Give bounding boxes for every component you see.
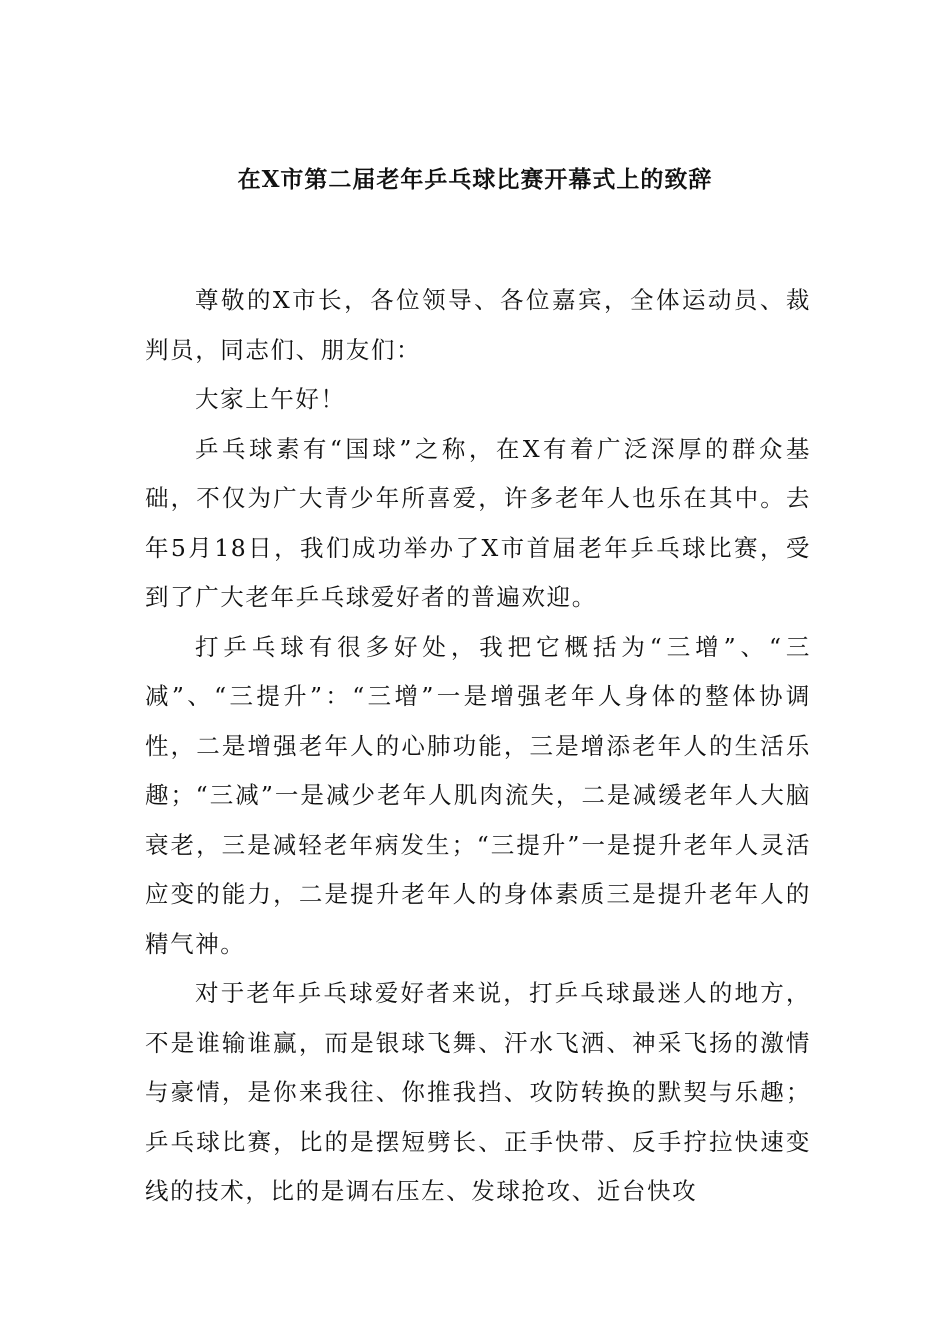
paragraph-salutation: 尊敬的X市长，各位领导、各位嘉宾，全体运动员、裁判员，同志们、朋友们： <box>145 286 811 364</box>
document-body <box>145 276 811 1217</box>
page-title: 在X市第二届老年乒乓球比赛开幕式上的致辞 <box>237 166 713 193</box>
paragraph-benefits: 打乒乓球有很多好处，我把它概括为“三增”、“三减”、“三提升”：“三增”一是增强老年人身体的整体协调性，二是增强老年人的心肺功能，三是增添老年人的生活乐趣；“三减”一是减少老年人肌肉流失，二是减缓老年人大脑衰老，三是减轻老年病发生；“三提升”一是提升老年人灵活应变的能力，二是提升老年人的身体素质三是提升老年人的精气神。 <box>145 632 811 958</box>
paragraph-charm: 对于老年乒乓球爱好者来说，打乒乓球最迷人的地方，不是谁输谁赢，而是银球飞舞、汗水飞洒、神采飞扬的激情与豪情，是你来我往、你推我挡、攻防转换的默契与乐趣；乒乓球比赛，比的是摆短劈长、正手快带、反手拧拉快速变线的技术，比的是调右压左、发球抢攻、近台快攻 <box>145 979 811 1205</box>
paragraph-greeting: 大家上午好！ <box>195 385 346 413</box>
paragraph-intro: 乒乓球素有“国球”之称，在X有着广泛深厚的群众基础，不仅为广大青少年所喜爱，许多老年人也乐在其中。去年5月18日，我们成功举办了X市首届老年乒乓球比赛，受到了广大老年乒乓球爱好者的普遍欢迎。 <box>145 434 811 611</box>
